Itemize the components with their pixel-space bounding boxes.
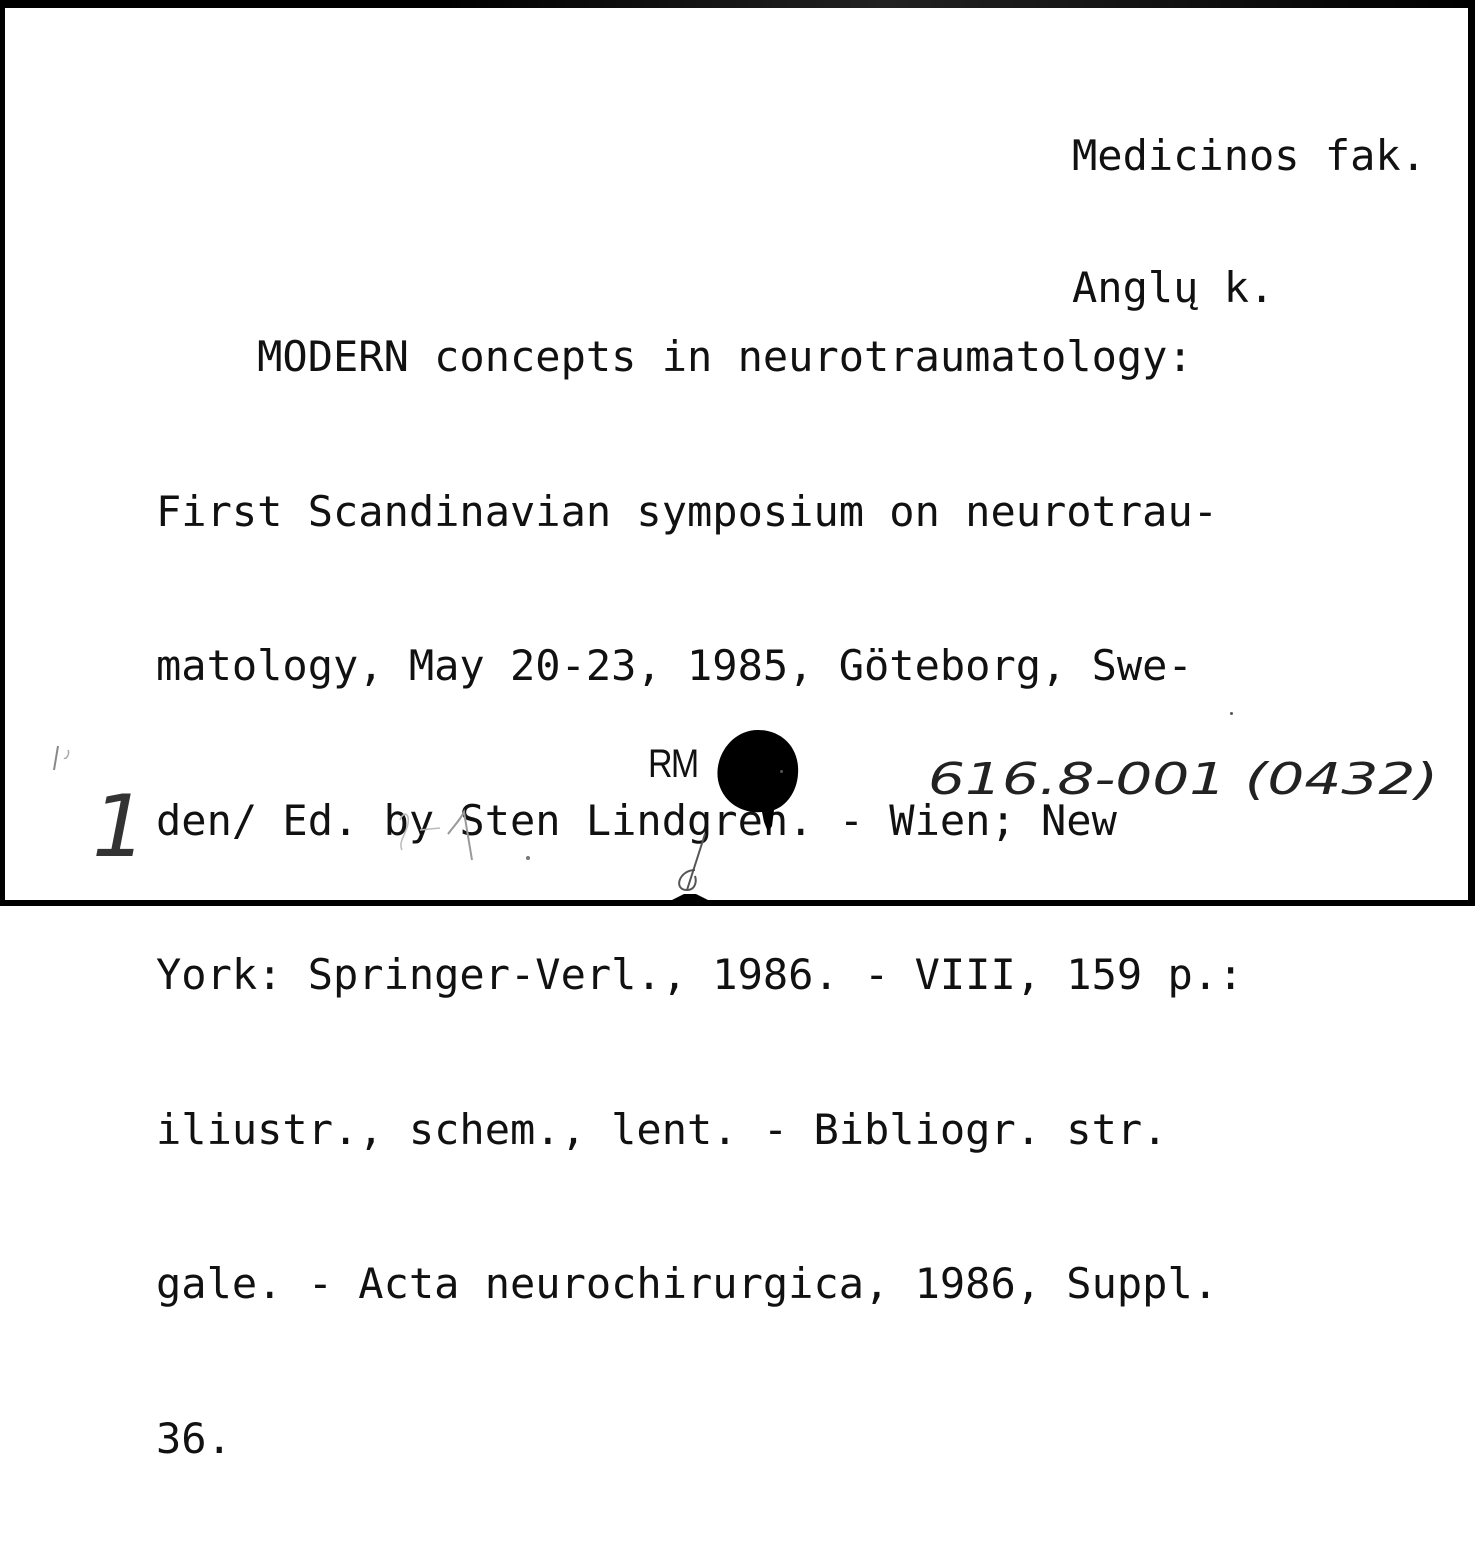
- dust-speck: [780, 770, 783, 773]
- entry-line: MODERN concepts in neurotraumatology:: [156, 332, 1193, 381]
- entry-line: gale. - Acta neurochirurgica, 1986, Suppl.: [156, 1259, 1219, 1308]
- ink-blot-seal: [712, 726, 804, 834]
- scan-border-right: [1468, 0, 1475, 906]
- handwritten-count-mark: [44, 740, 164, 877]
- faint-pen-mark: [665, 830, 725, 900]
- entry-line: 36.: [156, 1413, 232, 1463]
- entry-line: den/ Ed. by Sten Lindgren. - Wien; New: [156, 795, 1117, 845]
- rm-label: RM: [648, 742, 698, 786]
- faculty-line-2: Anglų k.: [1072, 263, 1275, 312]
- faculty-line-1: Medicinos fak.: [1072, 131, 1427, 180]
- handwritten-count: 1: [92, 777, 147, 877]
- dust-speck: [1230, 712, 1233, 715]
- scan-border-top: [0, 0, 1475, 8]
- entry-line: iliustr., schem., lent. - Bibliogr. str.: [156, 1104, 1168, 1154]
- entry-line: York: Springer-Verl., 1986. - VIII, 159 p.:: [156, 950, 1244, 999]
- scan-border-left: [0, 0, 5, 906]
- faint-pencil-mark: [380, 790, 540, 870]
- entry-line: matology, May 20-23, 1985, Göteborg, Swe-: [156, 641, 1193, 690]
- entry-line: First Scandinavian symposium on neurotrau-: [156, 486, 1219, 536]
- bibliographic-entry: [156, 228, 1456, 1567]
- call-number-handwritten: [928, 748, 1458, 838]
- call-number-text: 616.8-001 (0432): [928, 754, 1438, 805]
